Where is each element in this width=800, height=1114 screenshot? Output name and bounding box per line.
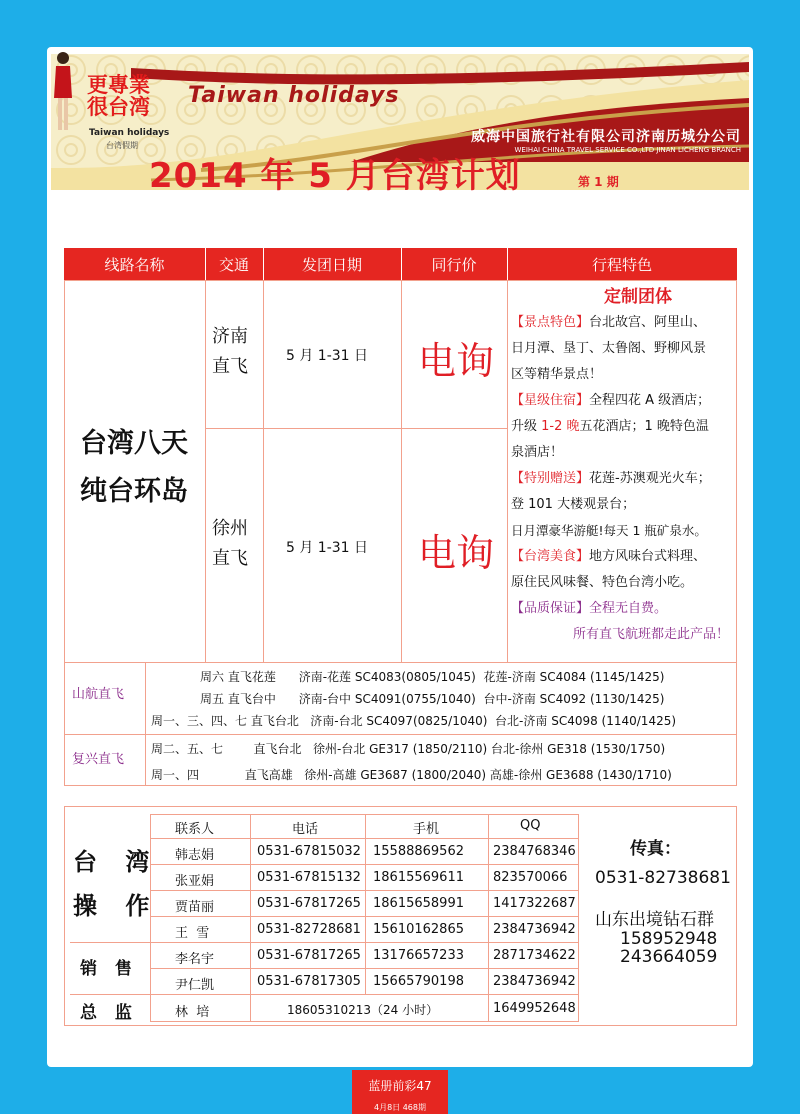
contact-name: 张亚娟	[175, 874, 215, 889]
flight-row: 周二、五、七 直飞台北 徐州-台北 GE317 (1850/2110) 台北-徐州 GE318 (1530/1750)	[151, 742, 666, 756]
contact-mobile: 13176657233	[373, 948, 464, 963]
slogan-sub: Taiwan holidays	[89, 128, 170, 138]
row-line	[70, 942, 578, 943]
route-line2: 纯台环岛	[80, 476, 188, 507]
row-line	[150, 864, 578, 865]
features-closing: 所有直飞航班都走此产品！	[572, 627, 729, 642]
scenic-text: 区等精华景点！	[511, 367, 603, 382]
fax-number: 0531-82738681	[595, 868, 731, 888]
col-header-phone: 电话	[292, 822, 319, 837]
scenic-text: 台北故宫、阿里山、	[589, 315, 707, 330]
row-line	[70, 994, 578, 995]
contact-mobile: 15588869562	[373, 844, 464, 859]
qq-group-label: 山东出境钻石群	[595, 910, 714, 930]
hotel-text: 五花酒店；1 晚特色温	[579, 419, 709, 434]
row-line	[150, 814, 578, 815]
food-text: 原住民风味餐、特色台湾小吃。	[511, 575, 694, 590]
header-date: 发团日期	[301, 256, 362, 274]
contact-tel: 0531-82728681	[257, 922, 361, 937]
flight-row: 周六 直飞花莲 济南-花莲 SC4083(0805/1045) 花莲-济南 SC4084 (1145/1425)	[200, 670, 665, 684]
col-line	[578, 814, 579, 1022]
page-title: 2014 年 5 月台湾计划	[149, 156, 521, 196]
contact-tel: 0531-67817265	[257, 896, 361, 911]
scenic-label: 【景点特色】	[511, 315, 590, 330]
col-header-mobile: 手机	[413, 822, 440, 837]
quality-label: 【品质保证】	[511, 601, 590, 616]
contact-tel: 0531-67817265	[257, 948, 361, 963]
scenic-text: 日月潭、垦丁、太鲁阁、野柳风景	[511, 341, 707, 356]
contact-mobile: 15610162865	[373, 922, 464, 937]
col-line	[263, 280, 264, 662]
footer-tag-line2: 4月8日 468期	[374, 1103, 426, 1112]
contact-name: 贾苗丽	[175, 900, 215, 915]
hotel-text: 升级	[511, 419, 542, 434]
gift-text: 花莲-苏澳观光火车；	[589, 471, 711, 486]
hotel-highlight: 1-2 晚	[541, 419, 580, 434]
contact-name: 尹仁凯	[175, 978, 215, 993]
issue-number: 第 1 期	[578, 175, 619, 189]
qq-group-number: 158952948	[620, 929, 718, 949]
row-line	[150, 968, 578, 969]
contact-tel: 0531-67815132	[257, 870, 361, 885]
contact-qq: 823570066	[493, 870, 568, 885]
row-line	[64, 662, 737, 663]
contact-qq: 1417322687	[493, 896, 576, 911]
col-line	[401, 280, 402, 662]
slogan-line2: 很台湾	[87, 95, 150, 119]
hotel-text: 泉酒店！	[511, 445, 564, 460]
hdr-divider	[507, 248, 508, 280]
transport-xuzhou	[212, 514, 248, 574]
contact-name: 李名宇	[175, 952, 215, 967]
gift-label: 【特别赠送】	[511, 471, 590, 486]
contact-name: 韩志娟	[175, 848, 215, 863]
slogan	[87, 75, 150, 119]
header-features: 行程特色	[591, 256, 652, 274]
price-inquiry: 电询	[418, 531, 495, 575]
header-price: 同行价	[431, 256, 477, 274]
row-line	[205, 428, 507, 429]
dept-taiwan-ops: 台 湾	[73, 848, 160, 876]
col-line	[365, 814, 366, 994]
contact-name: 王 雪	[175, 926, 210, 941]
flight-row: 周一、四 直飞高雄 徐州-高雄 GE3687 (1800/2040) 高雄-徐州 GE3688 (1430/1710)	[151, 768, 672, 782]
row-line	[150, 890, 578, 891]
contact-qq: 2871734622	[493, 948, 576, 963]
row-line	[150, 1021, 578, 1022]
contact-qq: 2384736942	[493, 922, 576, 937]
food-text: 地方风味台式料理、	[589, 549, 707, 564]
qq-group-number: 243664059	[620, 947, 718, 967]
features-title: 定制团体	[604, 287, 672, 307]
slogan-sub2: 台湾假期	[106, 141, 138, 150]
price-inquiry: 电询	[418, 339, 495, 383]
route-name	[66, 420, 202, 516]
hdr-divider	[263, 248, 264, 280]
transport-city: 徐州	[212, 518, 248, 539]
company-name: 威海中国旅行社有限公司济南历城分公司	[471, 129, 741, 145]
slogan-line1: 更專業	[87, 73, 150, 97]
transport-mode: 直飞	[212, 356, 248, 377]
row-line	[150, 916, 578, 917]
uni-air-label: 复兴直飞	[72, 752, 125, 767]
transport-city: 济南	[212, 326, 248, 347]
hotel-text: 全程四花 A 级酒店；	[589, 393, 711, 408]
flight-row: 周一、三、四、七 直飞台北 济南-台北 SC4097(0825/1040) 台北-济南 SC4098 (1140/1425)	[151, 714, 677, 728]
hdr-divider	[205, 248, 206, 280]
header-route: 线路名称	[104, 256, 165, 274]
transport-jinan	[212, 322, 248, 382]
itinerary-features	[511, 284, 735, 648]
col-line	[250, 814, 251, 1022]
route-line1: 台湾八天	[80, 428, 188, 459]
contact-mobile: 15665790198	[373, 974, 464, 989]
food-label: 【台湾美食】	[511, 549, 590, 564]
dept-taiwan-ops: 操 作	[73, 892, 160, 920]
gift-text: 登 101 大楼观景台；	[511, 497, 636, 512]
col-line	[145, 662, 146, 786]
flight-attendant-figure	[51, 50, 75, 134]
dept-director: 总 监	[80, 1003, 138, 1023]
row-line	[150, 838, 578, 839]
col-line	[205, 280, 206, 662]
fax-label: 传真：	[630, 839, 681, 859]
flight-row: 周五 直飞台中 济南-台中 SC4091(0755/1040) 台中-济南 SC4092 (1130/1425)	[200, 692, 665, 706]
col-line	[488, 814, 489, 1022]
depart-date: 5 月 1-31 日	[286, 348, 369, 364]
col-header-contact: 联系人	[175, 822, 215, 837]
contact-tel: 0531-67815032	[257, 844, 361, 859]
header-transport: 交通	[218, 256, 249, 274]
contact-qq: 1649952648	[493, 1001, 576, 1016]
contact-mobile: 18615569611	[373, 870, 464, 885]
hotel-label: 【星级住宿】	[511, 393, 590, 408]
contact-qq: 2384736942	[493, 974, 576, 989]
company-name-en: WEIHAI CHINA TRAVEL SERVICE CO.,LTD JINAN LICHENG BRANCH	[514, 146, 741, 154]
quality-text: 全程无自费。	[589, 601, 668, 616]
contact-qq: 2384768346	[493, 844, 576, 859]
transport-mode: 直飞	[212, 548, 248, 569]
row-line	[64, 734, 737, 735]
contact-mobile: 18615658991	[373, 896, 464, 911]
col-header-qq: QQ	[520, 818, 541, 833]
contact-name: 林 培	[175, 1005, 210, 1020]
hdr-divider	[401, 248, 402, 280]
gift-text: 日月潭豪华游艇!每天 1 瓶矿泉水。	[511, 523, 707, 538]
shandong-airlines-label: 山航直飞	[72, 687, 125, 702]
footer-tag	[352, 1070, 448, 1114]
dept-sales: 销 售	[80, 959, 138, 979]
depart-date: 5 月 1-31 日	[286, 540, 369, 556]
contact-tel: 0531-67817305	[257, 974, 361, 989]
brand-title: Taiwan holidays	[188, 83, 400, 108]
contact-phone-combined: 18605310213（24 小时）	[287, 1003, 439, 1017]
footer-tag-line1: 蓝册前彩47	[368, 1079, 432, 1093]
col-line	[507, 280, 508, 662]
